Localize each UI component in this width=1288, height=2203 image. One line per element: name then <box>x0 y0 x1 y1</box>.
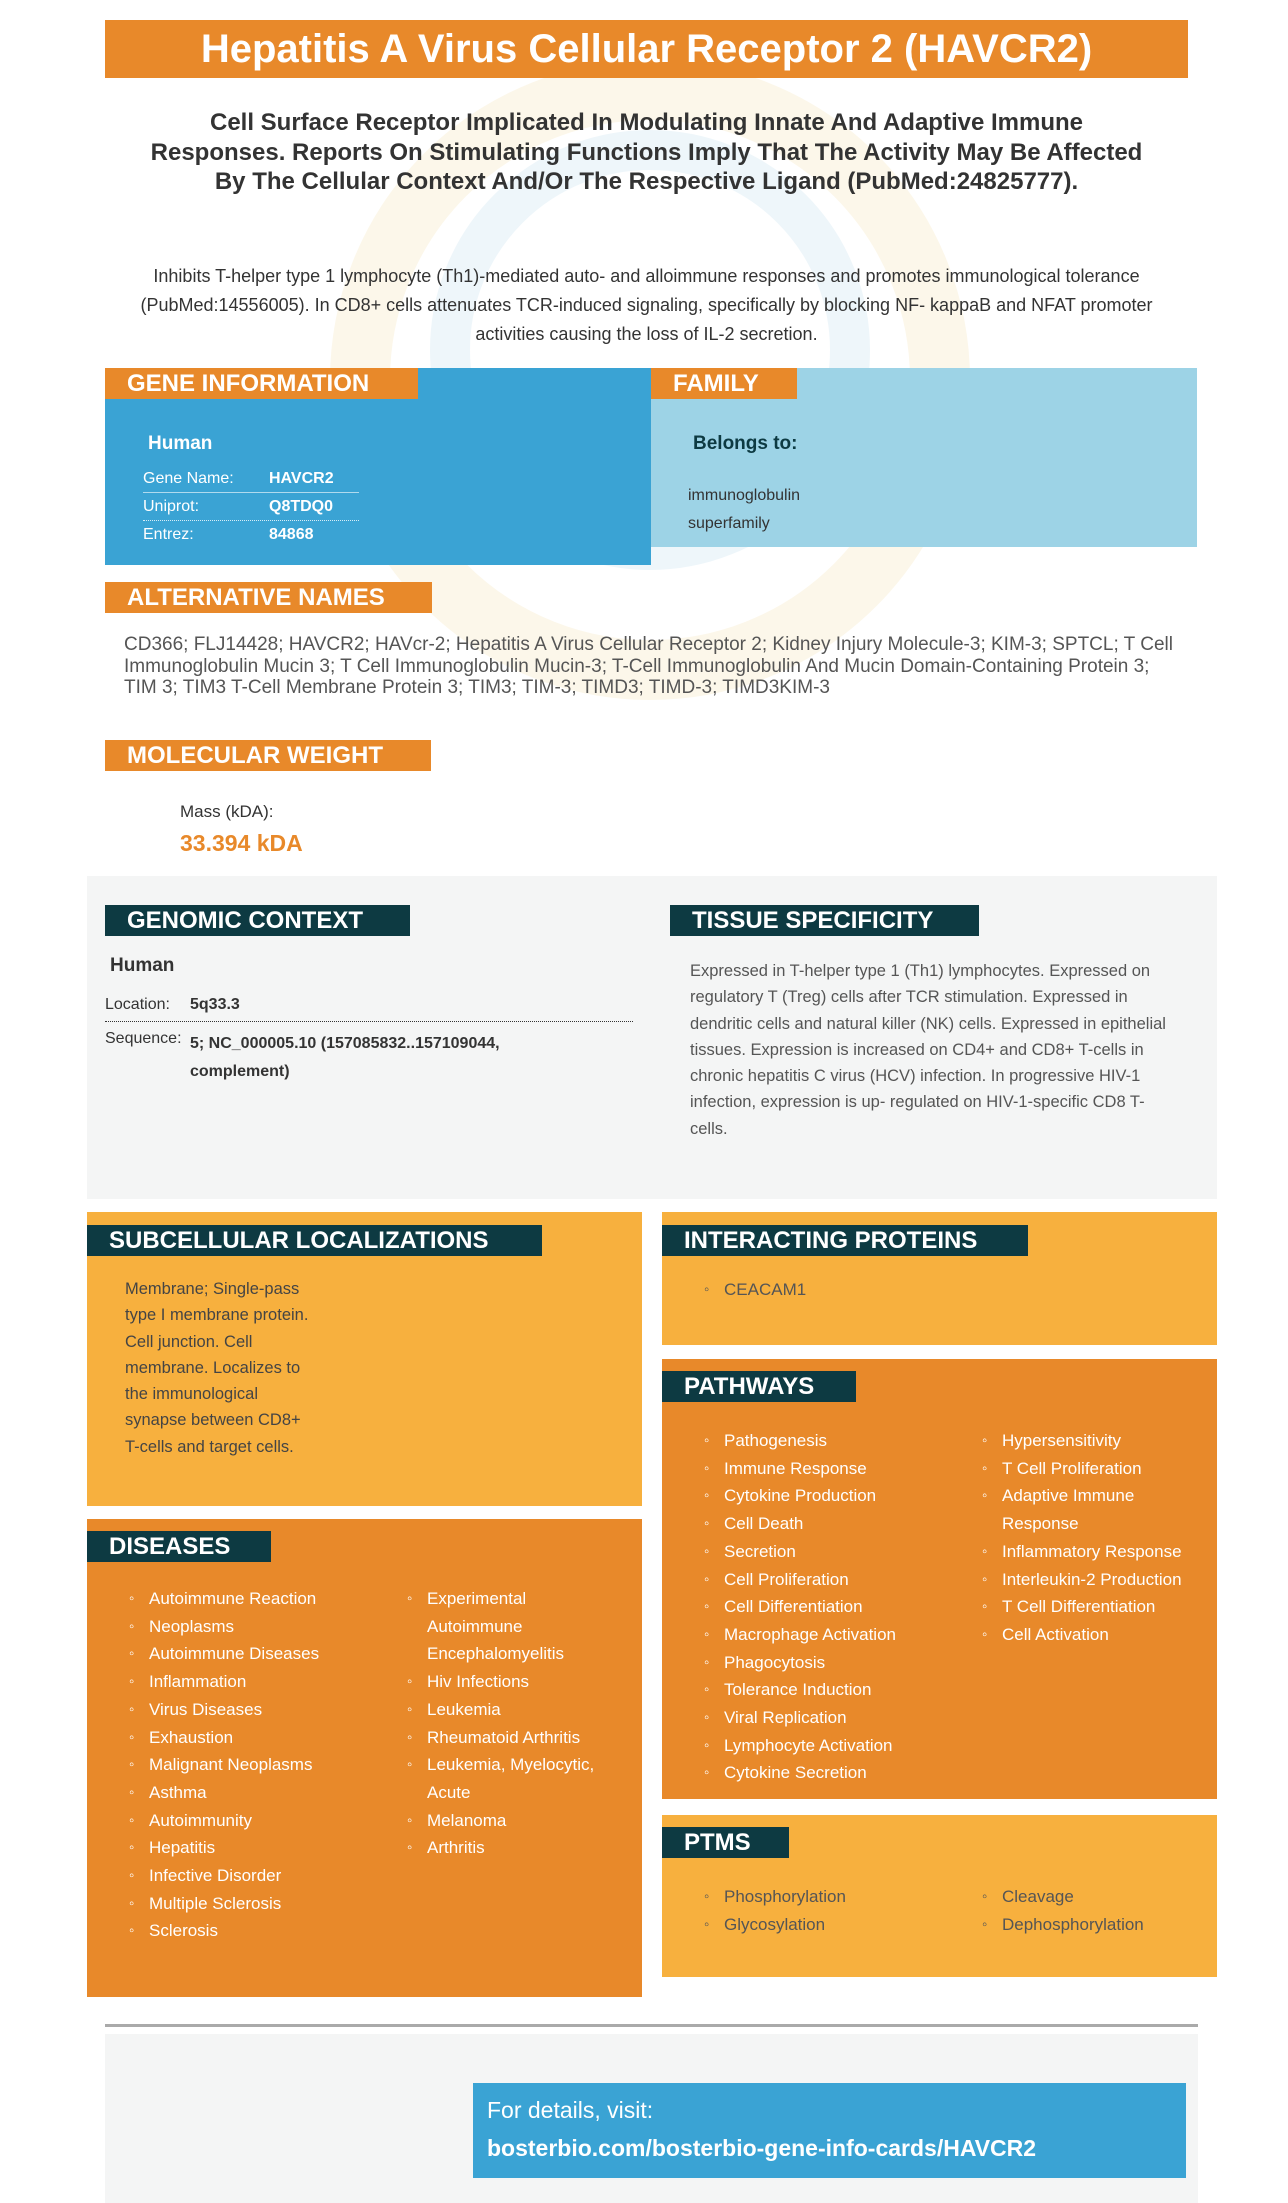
list-item: ◦ T Cell Proliferation <box>982 1455 1182 1483</box>
list-item-continued: Response <box>1002 1514 1079 1534</box>
list-item: ◦ Cell Proliferation <box>704 1566 896 1594</box>
list-item: ◦ Phagocytosis <box>704 1649 896 1677</box>
list-item: ◦ Adaptive Immune <box>982 1482 1182 1510</box>
family-belongs-label: Belongs to: <box>693 433 798 454</box>
alternative-names-header: ALTERNATIVE NAMES <box>105 582 432 613</box>
list-item: ◦ Viral Replication <box>704 1704 896 1732</box>
subcellular-header: SUBCELLULAR LOCALIZATIONS <box>87 1225 542 1256</box>
pathways-list-col1 <box>704 1427 896 1787</box>
entrez-value: 84868 <box>269 526 314 543</box>
list-item: ◦ Sclerosis <box>129 1917 319 1945</box>
list-item: ◦ Inflammation <box>129 1668 319 1696</box>
sequence-label: Sequence: <box>105 1030 182 1047</box>
subcellular-panel <box>87 1212 642 1506</box>
tissue-specificity-text: Expressed in T-helper type 1 (Th1) lymphocytes. Expressed on regulatory T (Treg) cells after TCR stimulation. Expressed in dendritic cells and natural killer (NK) cells. Expressed in epithelial tissues. Expression is increased on CD4+ and CD8+ T-cells in chronic hepatitis C virus (HCV) infection. In progressive HIV-1 infection, expression is up- regulated on HIV-1-specific CD8 T-cells. <box>690 962 1166 1138</box>
subcellular-line: Membrane; Single-pass <box>125 1280 300 1298</box>
list-item: ◦ Autoimmunity <box>129 1807 319 1835</box>
list-item: ◦ Cell Activation <box>982 1621 1182 1649</box>
list-item: ◦ Immune Response <box>704 1455 896 1483</box>
gene-information-panel <box>105 368 651 565</box>
list-item: ◦ Hypersensitivity <box>982 1427 1182 1455</box>
interacting-proteins-list <box>704 1276 806 1304</box>
subcellular-line: the immunological <box>125 1385 258 1404</box>
list-item: ◦ Secretion <box>704 1538 896 1566</box>
interacting-proteins-header: INTERACTING PROTEINS <box>662 1225 1028 1256</box>
subcellular-line: T-cells and target cells. <box>125 1437 294 1456</box>
list-item: ◦ Hepatitis <box>129 1834 319 1862</box>
list-item: ◦ Virus Diseases <box>129 1696 319 1724</box>
sequence-value-line2: complement) <box>190 1063 290 1080</box>
list-item: ◦ Macrophage Activation <box>704 1621 896 1649</box>
list-item-continued: Encephalomyelitis <box>427 1644 565 1664</box>
gene-name-value: HAVCR2 <box>269 469 334 487</box>
subcellular-line: Cell junction. Cell <box>125 1332 253 1351</box>
list-item: ◦ Cell Differentiation <box>704 1593 896 1621</box>
list-item: ◦ Dephosphorylation <box>982 1911 1144 1939</box>
diseases-list-col2 <box>407 1585 594 1862</box>
alternative-names-text: CD366; FLJ14428; HAVCR2; HAVcr-2; Hepatitis A Virus Cellular Receptor 2; Kidney Injury Molecule-3; KIM-3; SPTCL; T Cell Immunoglobulin Mucin 3; T Cell Immunoglobulin Mucin-3; T-Cell Immunoglobulin And Mucin Domain-Containing Protein 3; TIM 3; TIM3 T-Cell Membrane Protein 3; TIM3; TIM-3; TIMD3; TIMD-3; TIMD3KIM-3 <box>124 634 1173 698</box>
location-label: Location: <box>105 996 170 1013</box>
list-item: ◦ Lymphocyte Activation <box>704 1732 896 1760</box>
uniprot-row <box>143 493 359 521</box>
family-value-line1: immunoglobulin <box>688 487 801 504</box>
footer-url-link[interactable]: bosterbio.com/bosterbio-gene-info-cards/HAVCR2 <box>487 2135 1037 2161</box>
mass-label: Mass (kDA): <box>180 802 274 821</box>
list-item: ◦ Pathogenesis <box>704 1427 896 1455</box>
list-item: ◦ Malignant Neoplasms <box>129 1751 319 1779</box>
list-item: ◦ Cell Death <box>704 1510 896 1538</box>
list-item-continued: Acute <box>427 1782 471 1802</box>
list-item: ◦ Hiv Infections <box>407 1668 594 1696</box>
mass-value: 33.394 kDA <box>180 830 303 856</box>
gene-species: Human <box>148 433 213 454</box>
list-item: ◦ Cytokine Secretion <box>704 1759 896 1787</box>
sequence-value <box>190 1030 500 1086</box>
gene-name-row <box>143 465 359 493</box>
list-item: ◦ Infective Disorder <box>129 1862 319 1890</box>
list-item: ◦ Phosphorylation <box>704 1883 846 1911</box>
list-item: ◦ Melanoma <box>407 1807 594 1835</box>
list-item: ◦ CEACAM1 <box>704 1276 806 1304</box>
pathways-list-col2 <box>982 1427 1182 1649</box>
list-item-continued: Autoimmune <box>427 1616 523 1636</box>
gene-name-label: Gene Name: <box>143 469 234 487</box>
ptms-list-col1 <box>704 1883 846 1938</box>
subcellular-line: type I membrane protein. <box>125 1306 309 1325</box>
family-header: FAMILY <box>651 368 797 399</box>
entrez-label: Entrez: <box>143 526 194 543</box>
pathways-panel <box>662 1359 1217 1799</box>
ptms-list-col2 <box>982 1883 1144 1938</box>
family-panel <box>651 368 1197 547</box>
list-item: ◦ Autoimmune Reaction <box>129 1585 319 1613</box>
list-item: ◦ Cytokine Production <box>704 1482 896 1510</box>
genomic-species: Human <box>110 955 175 976</box>
diseases-list-col1 <box>129 1585 319 1945</box>
list-item: ◦ Rheumatoid Arthritis <box>407 1724 594 1752</box>
function-description: Inhibits T-helper type 1 lymphocyte (Th1)-mediated auto- and alloimmune responses and promotes immunological tolerance (PubMed:14556005). In CD8+ cells attenuates TCR-induced signaling, specifically by blocking NF- kappaB and NFAT promoter activities causing the loss of IL-2 secretion. <box>140 266 1153 344</box>
family-value <box>688 482 800 538</box>
list-item: ◦ Cleavage <box>982 1883 1144 1911</box>
tissue-specificity-header: TISSUE SPECIFICITY <box>670 905 979 936</box>
footer-divider <box>105 2024 1198 2027</box>
pathways-header: PATHWAYS <box>662 1371 856 1402</box>
gene-information-header: GENE INFORMATION <box>105 368 418 399</box>
interacting-proteins-panel <box>662 1212 1217 1345</box>
family-value-line2: superfamily <box>688 515 770 532</box>
list-item: ◦ Exhaustion <box>129 1724 319 1752</box>
location-value: 5q33.3 <box>190 996 240 1013</box>
list-item: ◦ Tolerance Induction <box>704 1676 896 1704</box>
sequence-value-line1: 5; NC_000005.10 (157085832..157109044, <box>190 1035 500 1052</box>
list-item: ◦ Autoimmune Diseases <box>129 1640 319 1668</box>
location-row <box>105 994 633 1022</box>
ptms-panel <box>662 1815 1217 1977</box>
list-item: ◦ Glycosylation <box>704 1911 846 1939</box>
list-item: ◦ Asthma <box>129 1779 319 1807</box>
footer-link-box[interactable] <box>473 2083 1186 2178</box>
list-item: ◦ Inflammatory Response <box>982 1538 1182 1566</box>
list-item: ◦ Leukemia, Myelocytic, <box>407 1751 594 1779</box>
list-item: ◦ Multiple Sclerosis <box>129 1890 319 1918</box>
list-item: ◦ Arthritis <box>407 1834 594 1862</box>
molecular-weight-header: MOLECULAR WEIGHT <box>105 740 431 771</box>
list-item: ◦ Interleukin-2 Production <box>982 1566 1182 1594</box>
gene-info-table <box>143 465 359 549</box>
footer-visit-label: For details, visit: <box>487 2097 654 2123</box>
list-item: ◦ Neoplasms <box>129 1613 319 1641</box>
diseases-panel <box>87 1519 642 1997</box>
subcellular-line: synapse between CD8+ <box>125 1411 301 1430</box>
genomic-context-header: GENOMIC CONTEXT <box>105 905 410 936</box>
list-item: ◦ T Cell Differentiation <box>982 1593 1182 1621</box>
subcellular-text <box>125 1276 308 1460</box>
subcellular-line: membrane. Localizes to <box>125 1358 301 1377</box>
page-subtitle: Cell Surface Receptor Implicated In Modulating Innate And Adaptive Immune Responses. Reports On Stimulating Functions Imply That The Activity May Be Affected By The Cellular Context And/Or The Respective Ligand (PubMed:24825777). <box>150 109 1143 195</box>
list-item: ◦ Leukemia <box>407 1696 594 1724</box>
list-item: ◦ Experimental <box>407 1585 594 1613</box>
page-title: Hepatitis A Virus Cellular Receptor 2 (HAVCR2) <box>105 20 1188 78</box>
ptms-header: PTMS <box>662 1827 789 1858</box>
uniprot-value: Q8TDQ0 <box>269 497 334 515</box>
diseases-header: DISEASES <box>87 1531 271 1562</box>
uniprot-label: Uniprot: <box>143 497 200 515</box>
entrez-row <box>143 521 359 549</box>
